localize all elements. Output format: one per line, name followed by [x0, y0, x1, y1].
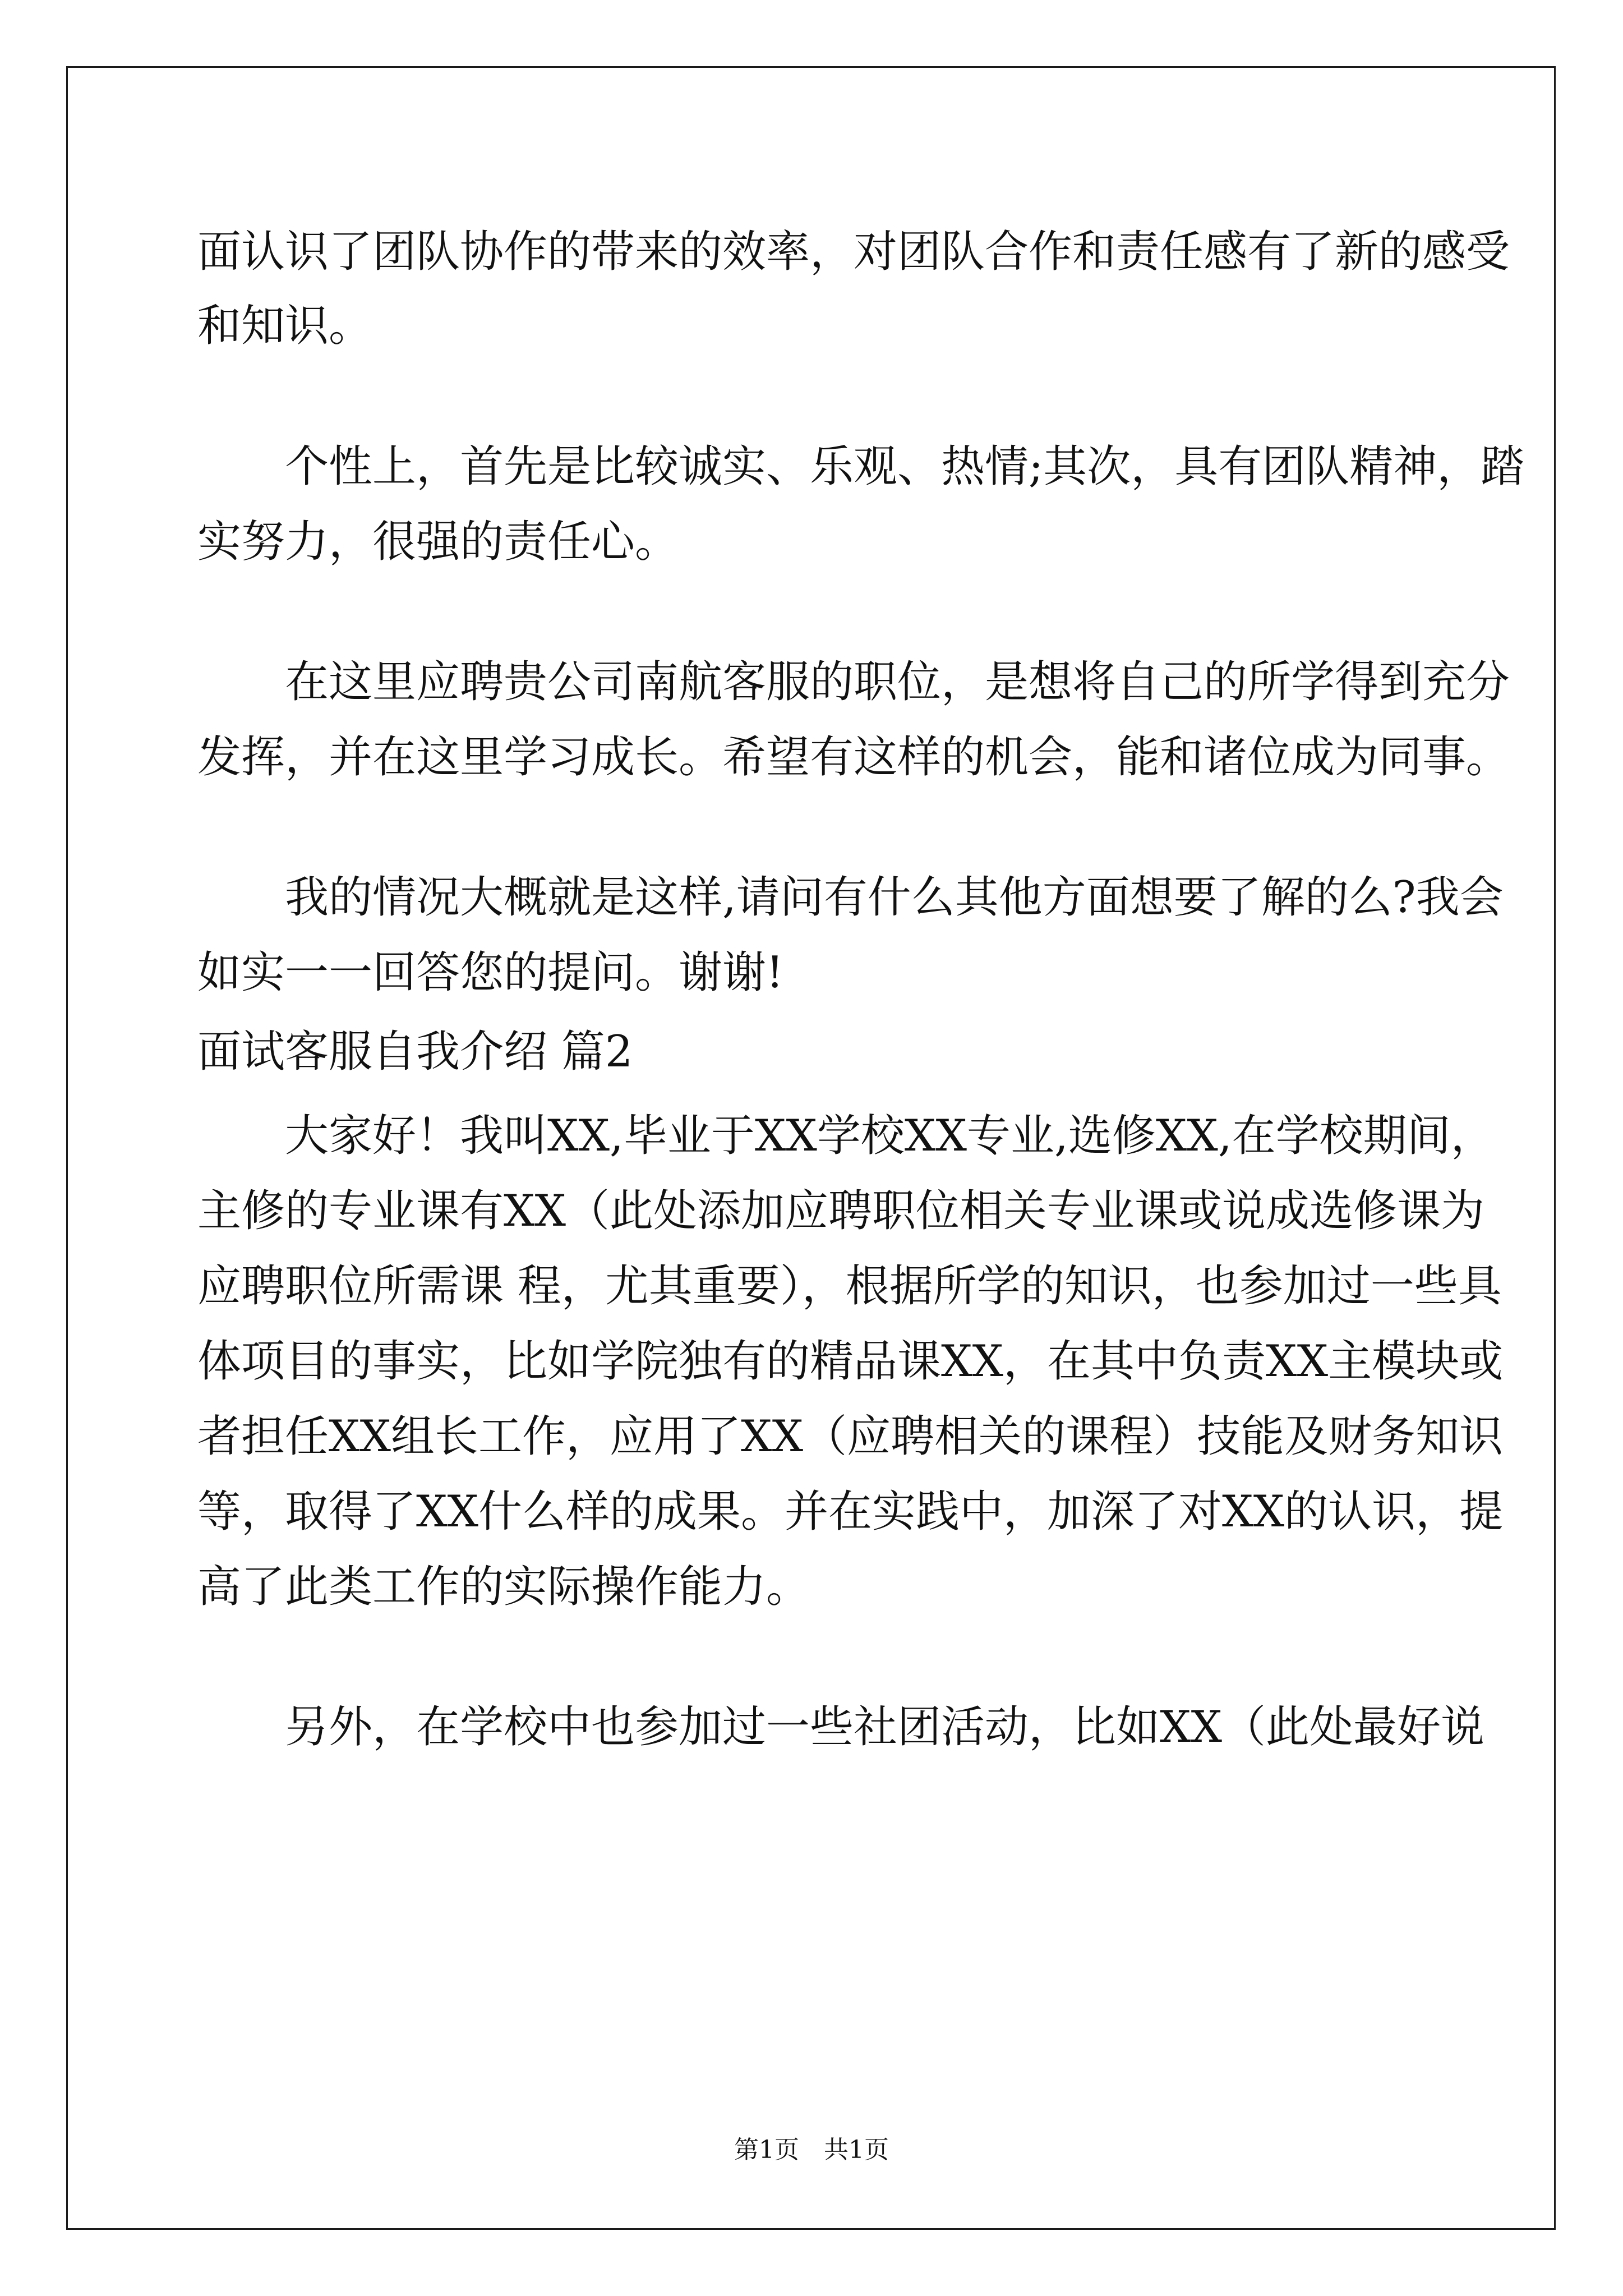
paragraph-5-line-1: 大家好！我叫XX,毕业于XX学校XX专业,选修XX,在学校期间， [285, 1111, 1495, 1161]
paragraph-3-line-2: 发挥，并在这里学习成长。希望有这样的机会，能和诸位成为同事。 [197, 732, 1510, 783]
section-heading: 面试客服自我介绍 篇2 [197, 1027, 633, 1077]
paragraph-5-line-7: 高了此类工作的实际操作能力。 [197, 1562, 810, 1612]
paragraph-5-line-5: 者担任XX组长工作，应用了XX（应聘相关的课程）技能及财务知识 [197, 1411, 1504, 1462]
paragraph-5-line-6: 等，取得了XX什么样的成果。并在实践中，加深了对XX的认识，提 [197, 1487, 1504, 1537]
paragraph-2-line-1: 个性上，首先是比较诚实、乐观、热情;其次，具有团队精神，踏 [285, 441, 1525, 492]
paragraph-5-line-3: 应聘职位所需课 程，尤其重要），根据所学的知识，也参加过一些具 [197, 1261, 1502, 1312]
paragraph-4-line-2: 如实一一回答您的提问。谢谢! [197, 947, 784, 998]
paragraph-1-line-1: 面认识了团队协作的带来的效率，对团队合作和责任感有了新的感受 [197, 227, 1510, 277]
paragraph-2-line-2: 实努力，很强的责任心。 [197, 517, 679, 567]
paragraph-1-line-2: 和知识。 [197, 301, 373, 351]
paragraph-4-line-1: 我的情况大概就是这样,请问有什么其他方面想要了解的么?我会 [285, 872, 1504, 923]
paragraph-6-line-1: 另外，在学校中也参加过一些社团活动，比如XX（此处最好说 [285, 1702, 1485, 1752]
page-footer: 第1页 共1页 [734, 2136, 889, 2164]
paragraph-3-line-1: 在这里应聘贵公司南航客服的职位，是想将自己的所学得到充分 [285, 657, 1510, 707]
paragraph-5-line-2: 主修的专业课有XX（此处添加应聘职位相关专业课或说成选修课为 [197, 1186, 1485, 1236]
paragraph-5-line-4: 体项目的事实，比如学院独有的精品课XX，在其中负责XX主模块或 [197, 1336, 1504, 1387]
